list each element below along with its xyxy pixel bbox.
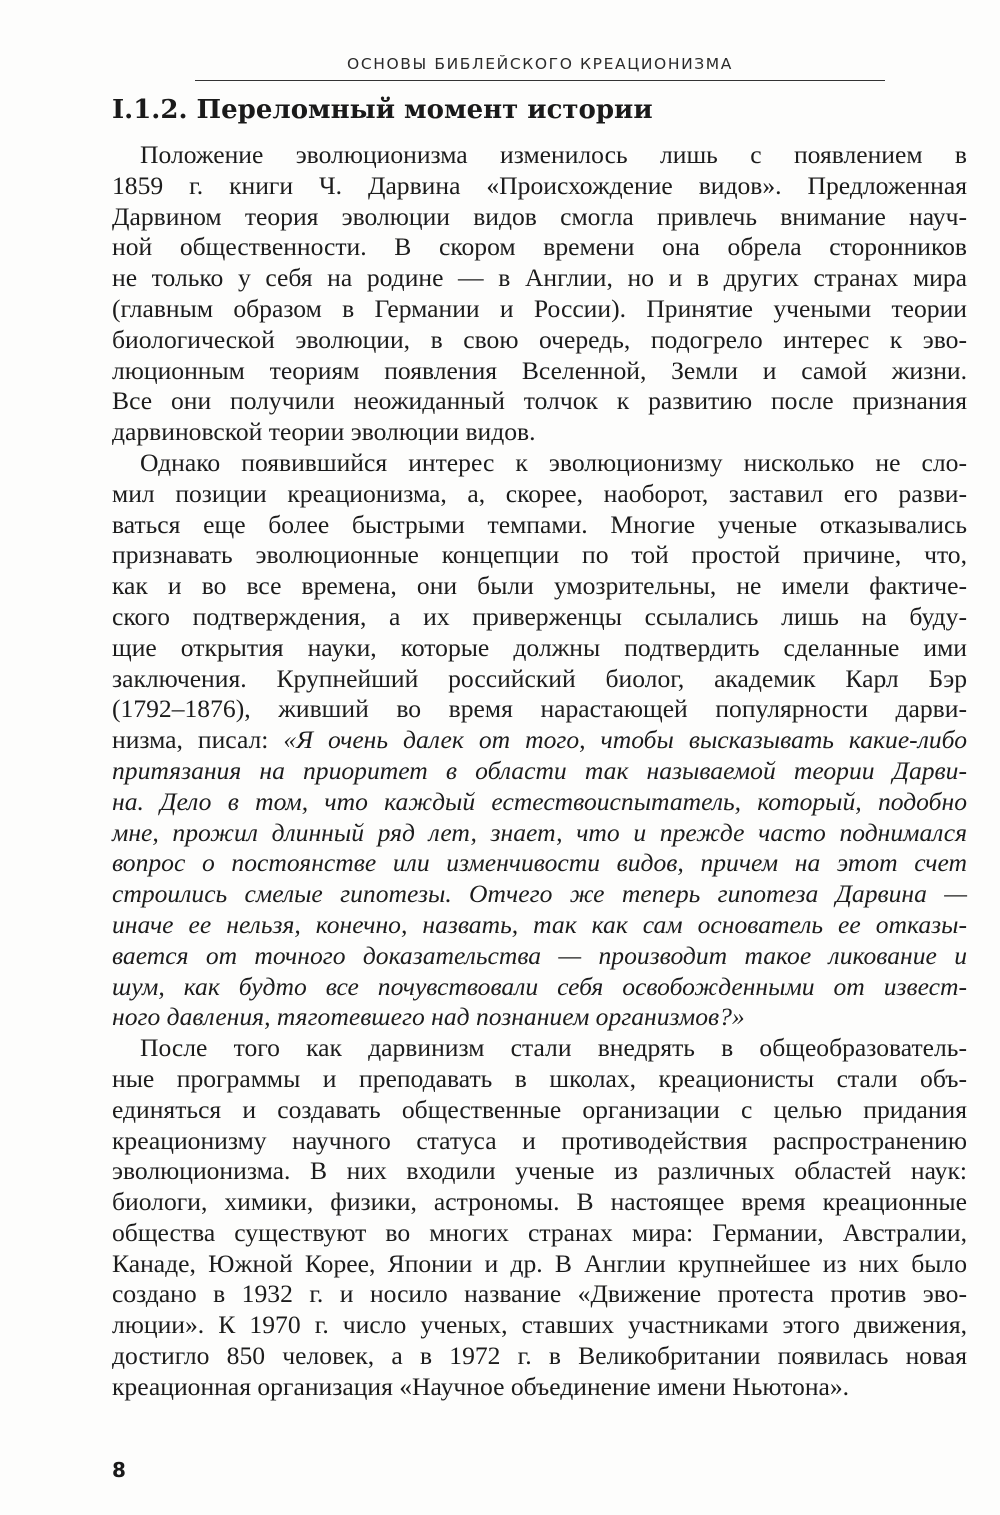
header-rule (195, 80, 885, 81)
text-line: не только у себя на родине — в Англии, но и в других странах мира (112, 263, 967, 293)
plain-segment: низма, писал: (112, 725, 284, 755)
text-line: Все они получили неожиданный толчок к развитию после признания (112, 386, 967, 416)
text-line: ные программы и преподавать в школах, креационисты стали объ- (112, 1063, 967, 1093)
text-line: 1859 г. книги Ч. Дарвина «Происхождение видов». Предложенная (112, 170, 967, 200)
page-number: 8 (112, 1458, 126, 1482)
text-line: эволюционизма. В них входили ученые из различных областей наук: (112, 1156, 967, 1186)
quote-line: мне, прожил длинный ряд лет, знает, что и прежде часто поднимался (112, 817, 967, 847)
quote-line: ного давления, тяготевшего над познанием организмов?» (112, 1002, 745, 1032)
quote-line: притязания на приоритет в области так называемой теории Дарви- (112, 755, 967, 785)
paragraph-1 (112, 140, 967, 448)
text-line: Дарвином теория эволюции видов смогла привлечь внимание науч- (112, 201, 967, 231)
quote-line: шум, как будто все почувствовали себя освобожденными от извест- (112, 971, 967, 1001)
text-line: Однако появившийся интерес к эволюционизму нисколько не сло- (140, 447, 967, 477)
text-line: заключения. Крупнейший российский биолог, академик Карл Бэр (112, 663, 967, 693)
section-title: I.1.2. Переломный момент истории (112, 95, 653, 125)
text-line: Положение эволюционизма изменилось лишь с появлением в (140, 140, 967, 169)
paragraph-3 (112, 1033, 967, 1403)
quote-line: на. Дело в том, что каждый естествоиспытатель, который, подобно (112, 786, 967, 816)
body-text (112, 140, 967, 1403)
quote-line: вается от точного доказательства — производит такое ликование и (112, 940, 967, 970)
text-line: достигло 850 человек, а в 1972 г. в Великобритании появилась новая (112, 1341, 967, 1371)
text-line: (главным образом в Германии и России). Принятие учеными теории (112, 293, 967, 323)
paragraph-2 (112, 448, 967, 1033)
quote-line: строились смелые гипотезы. Отчего же теперь гипотеза Дарвина — (112, 879, 967, 909)
text-line: общества существуют во многих странах мира: Германии, Австралии, (112, 1217, 967, 1247)
text-line: Канаде, Южной Корее, Японии и др. В Англии крупнейшее из них было (112, 1248, 967, 1278)
text-line: ваться еще более быстрыми темпами. Многие ученые отказывались (112, 509, 967, 539)
text-line: ского подтверждения, а их приверженцы ссылались лишь на буду- (112, 601, 967, 631)
text-line: мил позиции креационизма, а, скорее, наоборот, заставил его разви- (112, 478, 967, 508)
text-line: дарвиновской теории эволюции видов. (112, 417, 536, 447)
text-line: биологической эволюции, в свою очередь, подогрело интерес к эво- (112, 324, 967, 354)
quote-start-line (112, 725, 967, 756)
text-line: признавать эволюционные концепции по той простой причине, что, (112, 540, 967, 570)
quote-line: иначе ее нельзя, конечно, назвать, так как сам основатель ее отказы- (112, 909, 967, 939)
text-line: ной общественности. В скором времени она обрела сторонников (112, 232, 967, 262)
text-line: биологи, химики, физики, астрономы. В настоящее время креационные (112, 1187, 967, 1217)
text-line: создано в 1932 г. и носило название «Движение протеста против эво- (112, 1279, 967, 1309)
quote-line: вопрос о постоянстве или изменчивости видов, причем на этот счет (112, 848, 967, 878)
text-line: (1792–1876), живший во время нарастающей популярности дарви- (112, 694, 967, 724)
text-line: После того как дарвинизм стали внедрять в общеобразователь- (140, 1033, 967, 1063)
text-line: креационизму научного статуса и противодействия распространению (112, 1125, 967, 1155)
running-head: ОСНОВЫ БИБЛЕЙСКОГО КРЕАЦИОНИЗМА (347, 55, 733, 73)
text-line: креационная организация «Научное объединение имени Ньютона». (112, 1371, 850, 1401)
quote-segment: «Я очень далек от того, чтобы высказывать какие-либо (283, 725, 967, 755)
text-line: как и во все времена, они были умозрительны, не имели фактиче- (112, 571, 967, 601)
text-line: люции». К 1970 г. число ученых, ставших участниками этого движения, (112, 1310, 967, 1340)
text-line: люционным теориям появления Вселенной, Земли и самой жизни. (112, 355, 967, 385)
text-line: щие открытия науки, которые должны подтвердить сделанные ими (112, 632, 967, 662)
text-line: единяться и создавать общественные организации с целью придания (112, 1094, 967, 1124)
